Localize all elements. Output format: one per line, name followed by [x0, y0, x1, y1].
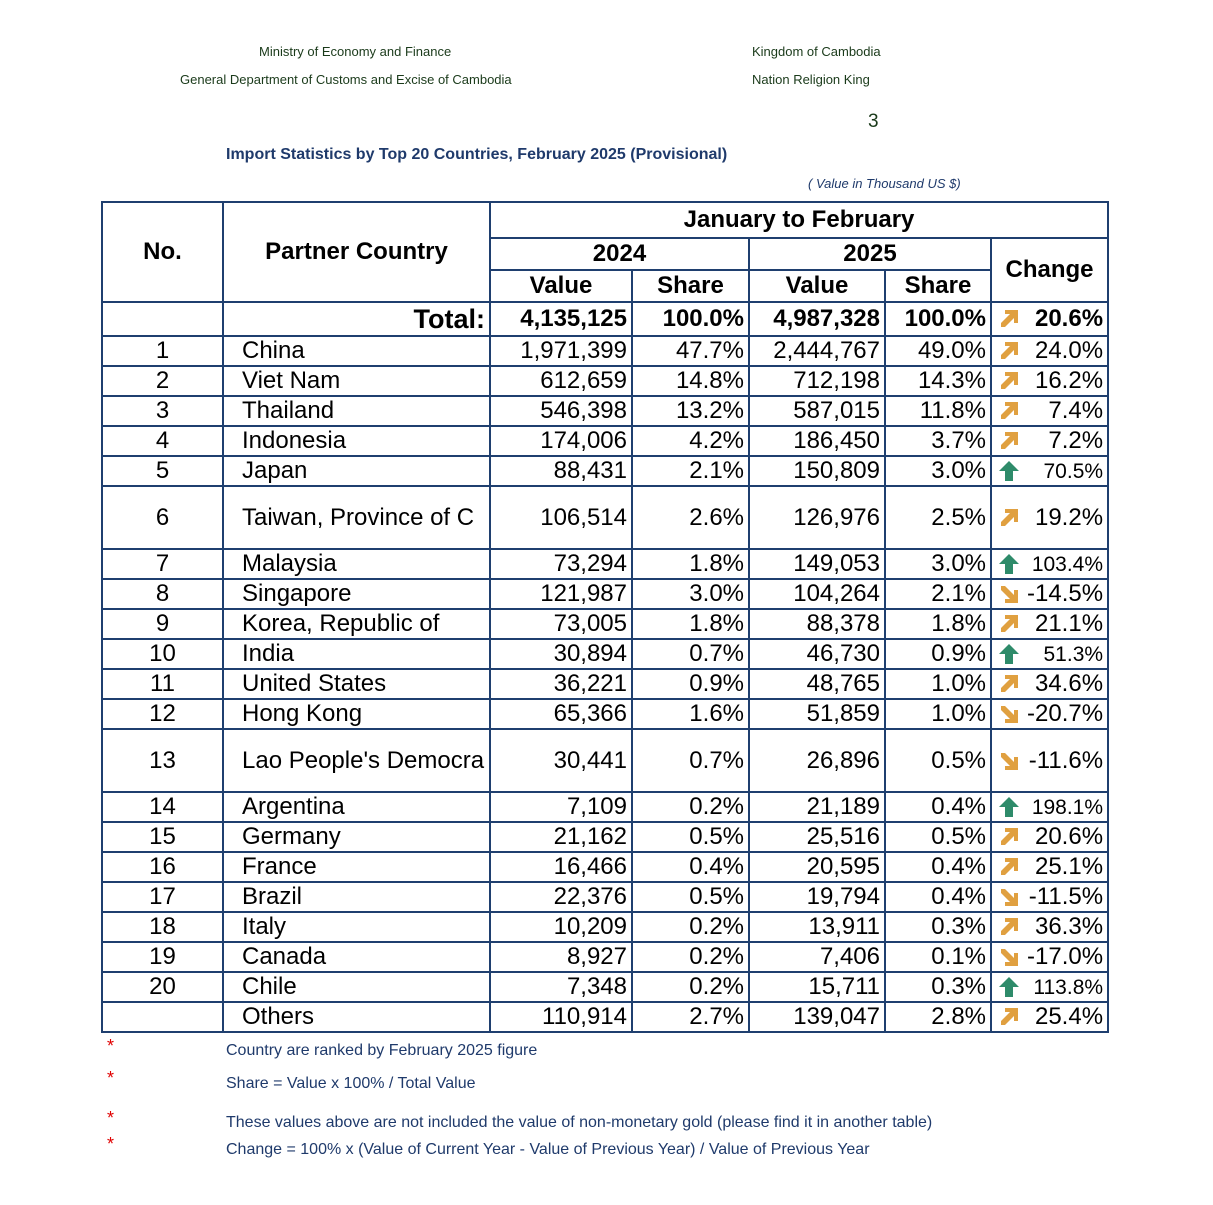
row-share-2024: 0.9%	[632, 669, 749, 699]
row-share-2024: 13.2%	[632, 396, 749, 426]
total-share-2024: 100.0%	[632, 302, 749, 336]
year-header-2025: 2025	[749, 238, 991, 270]
row-change-value: 25.1%	[1034, 853, 1104, 880]
row-country: Chile	[223, 972, 490, 1002]
up-arrow-icon	[998, 430, 1020, 452]
row-country: Brazil	[223, 882, 490, 912]
row-value-2024: 7,109	[490, 792, 632, 822]
row-share-2024: 0.2%	[632, 972, 749, 1002]
up-arrow-icon	[998, 673, 1020, 695]
table-row	[102, 639, 1108, 669]
row-country: Hong Kong	[223, 699, 490, 729]
row-number: 4	[102, 426, 223, 456]
row-share-2025: 0.5%	[885, 822, 991, 852]
up-arrow-icon	[998, 507, 1020, 529]
row-number	[102, 1002, 223, 1032]
column-header-value-2025: Value	[749, 270, 885, 302]
row-value-2025: 25,516	[749, 822, 885, 852]
up-arrow-icon	[998, 826, 1020, 848]
row-change	[991, 942, 1108, 972]
note-share: Share = Value x 100% / Total Value	[226, 1075, 476, 1092]
row-change	[991, 822, 1108, 852]
row-country: Korea, Republic of	[223, 609, 490, 639]
row-value-2025: 48,765	[749, 669, 885, 699]
row-share-2025: 49.0%	[885, 336, 991, 366]
row-number: 17	[102, 882, 223, 912]
column-header-share-2025: Share	[885, 270, 991, 302]
row-share-2024: 0.7%	[632, 729, 749, 792]
row-country: Italy	[223, 912, 490, 942]
row-share-2025: 0.5%	[885, 729, 991, 792]
row-value-2025: 88,378	[749, 609, 885, 639]
year-header-2024: 2024	[490, 238, 749, 270]
row-number: 2	[102, 366, 223, 396]
row-number: 19	[102, 942, 223, 972]
row-value-2024: 30,441	[490, 729, 632, 792]
row-country: Thailand	[223, 396, 490, 426]
row-value-2024: 22,376	[490, 882, 632, 912]
row-change-value: 19.2%	[1034, 503, 1104, 531]
row-share-2024: 0.2%	[632, 942, 749, 972]
table-row	[102, 729, 1108, 792]
row-change	[991, 972, 1108, 1002]
total-label: Total:	[223, 302, 490, 336]
row-value-2024: 110,914	[490, 1002, 632, 1032]
kingdom-name: Kingdom of Cambodia	[752, 44, 881, 59]
column-header-change: Change	[991, 238, 1108, 302]
row-number: 5	[102, 456, 223, 486]
row-change	[991, 579, 1108, 609]
row-country: Argentina	[223, 792, 490, 822]
row-change	[991, 669, 1108, 699]
note-star: *	[107, 1068, 115, 1088]
row-number: 9	[102, 609, 223, 639]
row-change	[991, 882, 1108, 912]
row-share-2024: 1.6%	[632, 699, 749, 729]
report-title: Import Statistics by Top 20 Countries, February 2025 (Provisional)	[226, 146, 728, 163]
total-value-2025: 4,987,328	[749, 302, 885, 336]
total-share-2025: 100.0%	[885, 302, 991, 336]
row-change-value: 20.6%	[1034, 823, 1104, 850]
table-row	[102, 852, 1108, 882]
strong-up-arrow-icon	[998, 460, 1020, 482]
row-change	[991, 549, 1108, 579]
row-share-2024: 0.7%	[632, 639, 749, 669]
table-row	[102, 699, 1108, 729]
column-header-share-2024: Share	[632, 270, 749, 302]
row-value-2025: 21,189	[749, 792, 885, 822]
row-share-2024: 4.2%	[632, 426, 749, 456]
row-share-2025: 1.8%	[885, 609, 991, 639]
row-share-2024: 0.5%	[632, 822, 749, 852]
row-country: Malaysia	[223, 549, 490, 579]
page-number: 3	[868, 111, 879, 132]
row-country: Singapore	[223, 579, 490, 609]
row-value-2025: 150,809	[749, 456, 885, 486]
up-arrow-icon	[998, 916, 1020, 938]
row-change-value: 7.2%	[1048, 427, 1104, 454]
row-country: Indonesia	[223, 426, 490, 456]
row-number: 18	[102, 912, 223, 942]
row-country: United States	[223, 669, 490, 699]
table-row	[102, 792, 1108, 822]
row-value-2024: 88,431	[490, 456, 632, 486]
row-number: 6	[102, 486, 223, 549]
row-country: Others	[223, 1002, 490, 1032]
row-number: 8	[102, 579, 223, 609]
row-change	[991, 336, 1108, 366]
row-value-2025: 46,730	[749, 639, 885, 669]
row-change-value: 25.4%	[1034, 1003, 1104, 1030]
row-change-value: 34.6%	[1034, 670, 1104, 697]
row-share-2025: 0.3%	[885, 912, 991, 942]
national-motto: Nation Religion King	[752, 72, 870, 87]
row-value-2024: 121,987	[490, 579, 632, 609]
table-row	[102, 396, 1108, 426]
row-country: Japan	[223, 456, 490, 486]
row-country: Canada	[223, 942, 490, 972]
table-row	[102, 972, 1108, 1002]
row-share-2025: 3.0%	[885, 549, 991, 579]
row-share-2025: 0.4%	[885, 882, 991, 912]
row-change	[991, 792, 1108, 822]
row-value-2025: 126,976	[749, 486, 885, 549]
row-share-2025: 0.3%	[885, 972, 991, 1002]
row-change-value: -17.0%	[1027, 943, 1104, 970]
row-share-2025: 0.4%	[885, 852, 991, 882]
down-arrow-icon	[998, 750, 1020, 772]
row-number: 3	[102, 396, 223, 426]
up-arrow-icon	[998, 340, 1020, 362]
import-statistics-table	[101, 201, 1109, 1033]
row-value-2024: 8,927	[490, 942, 632, 972]
row-share-2024: 47.7%	[632, 336, 749, 366]
row-value-2025: 20,595	[749, 852, 885, 882]
row-share-2024: 1.8%	[632, 549, 749, 579]
row-number: 16	[102, 852, 223, 882]
note-ranking: Country are ranked by February 2025 figure	[226, 1042, 538, 1059]
row-share-2025: 0.4%	[885, 792, 991, 822]
period-header: January to February	[490, 202, 1108, 238]
row-share-2025: 3.7%	[885, 426, 991, 456]
row-number: 14	[102, 792, 223, 822]
row-value-2024: 30,894	[490, 639, 632, 669]
row-share-2025: 2.1%	[885, 579, 991, 609]
row-value-2025: 26,896	[749, 729, 885, 792]
row-number: 1	[102, 336, 223, 366]
row-change	[991, 609, 1108, 639]
row-share-2024: 0.2%	[632, 792, 749, 822]
row-value-2025: 15,711	[749, 972, 885, 1002]
note-gold: These values above are not included the value of non-monetary gold (please find it in another table)	[226, 1114, 933, 1131]
row-change-value: 36.3%	[1034, 913, 1104, 940]
row-share-2024: 2.6%	[632, 486, 749, 549]
table-row	[102, 1002, 1108, 1032]
table-row	[102, 456, 1108, 486]
row-share-2024: 1.8%	[632, 609, 749, 639]
row-change-value: 7.4%	[1048, 397, 1104, 424]
row-change	[991, 396, 1108, 426]
ministry-name: Ministry of Economy and Finance	[259, 44, 452, 59]
row-share-2025: 11.8%	[885, 396, 991, 426]
row-value-2025: 712,198	[749, 366, 885, 396]
row-value-2025: 149,053	[749, 549, 885, 579]
row-number: 11	[102, 669, 223, 699]
row-change-value: 51.3%	[1043, 643, 1104, 666]
table-row	[102, 942, 1108, 972]
row-value-2025: 104,264	[749, 579, 885, 609]
row-value-2024: 174,006	[490, 426, 632, 456]
strong-up-arrow-icon	[998, 976, 1020, 998]
row-share-2025: 0.9%	[885, 639, 991, 669]
row-change	[991, 456, 1108, 486]
strong-up-arrow-icon	[998, 643, 1020, 665]
down-arrow-icon	[998, 946, 1020, 968]
table-row	[102, 822, 1108, 852]
row-value-2024: 73,294	[490, 549, 632, 579]
row-share-2024: 0.2%	[632, 912, 749, 942]
table-row	[102, 366, 1108, 396]
row-share-2024: 14.8%	[632, 366, 749, 396]
strong-up-arrow-icon	[998, 796, 1020, 818]
row-value-2025: 587,015	[749, 396, 885, 426]
row-value-2024: 106,514	[490, 486, 632, 549]
row-share-2025: 2.5%	[885, 486, 991, 549]
row-share-2025: 0.1%	[885, 942, 991, 972]
row-value-2024: 21,162	[490, 822, 632, 852]
column-header-no: No.	[102, 202, 223, 302]
row-share-2024: 0.4%	[632, 852, 749, 882]
table-row	[102, 579, 1108, 609]
row-value-2025: 2,444,767	[749, 336, 885, 366]
row-country: Lao People's Democra	[223, 729, 490, 792]
up-arrow-icon	[998, 370, 1020, 392]
row-number: 12	[102, 699, 223, 729]
row-change	[991, 639, 1108, 669]
row-value-2024: 16,466	[490, 852, 632, 882]
row-share-2024: 3.0%	[632, 579, 749, 609]
row-number: 13	[102, 729, 223, 792]
note-change: Change = 100% x (Value of Current Year - Value of Previous Year) / Value of Previous Year	[226, 1141, 870, 1158]
row-country: Viet Nam	[223, 366, 490, 396]
table-row	[102, 549, 1108, 579]
row-change	[991, 1002, 1108, 1032]
total-change-value: 20.6%	[1034, 305, 1104, 332]
row-share-2025: 2.8%	[885, 1002, 991, 1032]
up-arrow-icon	[998, 1006, 1020, 1028]
row-change-value: -20.7%	[1027, 700, 1104, 727]
row-share-2025: 3.0%	[885, 456, 991, 486]
row-value-2025: 51,859	[749, 699, 885, 729]
row-country: Taiwan, Province of C	[223, 486, 490, 549]
table-row	[102, 609, 1108, 639]
row-country: China	[223, 336, 490, 366]
row-change	[991, 912, 1108, 942]
up-arrow-icon	[998, 400, 1020, 422]
table-row	[102, 426, 1108, 456]
row-value-2024: 36,221	[490, 669, 632, 699]
row-value-2025: 7,406	[749, 942, 885, 972]
row-value-2025: 13,911	[749, 912, 885, 942]
row-change	[991, 486, 1108, 549]
row-change	[991, 699, 1108, 729]
row-number: 7	[102, 549, 223, 579]
table-row	[102, 882, 1108, 912]
row-number: 10	[102, 639, 223, 669]
up-arrow-icon	[998, 856, 1020, 878]
row-share-2024: 2.7%	[632, 1002, 749, 1032]
row-change-value: -11.5%	[1028, 883, 1104, 910]
table-row	[102, 669, 1108, 699]
row-value-2024: 612,659	[490, 366, 632, 396]
row-change	[991, 852, 1108, 882]
total-change	[991, 302, 1108, 336]
row-value-2024: 1,971,399	[490, 336, 632, 366]
row-change-value: 16.2%	[1034, 367, 1104, 394]
row-value-2024: 546,398	[490, 396, 632, 426]
row-country: France	[223, 852, 490, 882]
unit-note: ( Value in Thousand US $)	[808, 176, 961, 191]
row-change-value: -14.5%	[1027, 580, 1104, 607]
down-arrow-icon	[998, 703, 1020, 725]
department-name: General Department of Customs and Excise of Cambodia	[180, 72, 512, 87]
row-number: 15	[102, 822, 223, 852]
row-change-value: -11.6%	[1028, 746, 1104, 774]
row-change-value: 70.5%	[1043, 460, 1104, 483]
row-number: 20	[102, 972, 223, 1002]
row-value-2024: 73,005	[490, 609, 632, 639]
table-row	[102, 336, 1108, 366]
row-share-2025: 14.3%	[885, 366, 991, 396]
row-value-2025: 19,794	[749, 882, 885, 912]
row-change-value: 198.1%	[1031, 796, 1104, 819]
row-value-2024: 10,209	[490, 912, 632, 942]
note-star: *	[107, 1134, 115, 1154]
row-value-2025: 186,450	[749, 426, 885, 456]
row-change	[991, 366, 1108, 396]
up-arrow-icon	[998, 613, 1020, 635]
row-change-value: 103.4%	[1031, 553, 1104, 576]
column-header-country: Partner Country	[223, 202, 490, 302]
down-arrow-icon	[998, 583, 1020, 605]
row-share-2025: 1.0%	[885, 699, 991, 729]
total-value-2024: 4,135,125	[490, 302, 632, 336]
total-no-cell	[102, 302, 223, 336]
row-change-value: 24.0%	[1034, 337, 1104, 364]
row-share-2024: 2.1%	[632, 456, 749, 486]
row-country: India	[223, 639, 490, 669]
strong-up-arrow-icon	[998, 553, 1020, 575]
up-arrow-icon	[998, 308, 1020, 330]
row-change	[991, 729, 1108, 792]
note-star: *	[107, 1108, 115, 1128]
row-country: Germany	[223, 822, 490, 852]
table-row	[102, 912, 1108, 942]
note-star: *	[107, 1036, 115, 1056]
row-share-2024: 0.5%	[632, 882, 749, 912]
row-share-2025: 1.0%	[885, 669, 991, 699]
down-arrow-icon	[998, 886, 1020, 908]
row-change	[991, 426, 1108, 456]
table-row	[102, 486, 1108, 549]
total-row	[102, 302, 1108, 336]
row-value-2024: 7,348	[490, 972, 632, 1002]
row-value-2024: 65,366	[490, 699, 632, 729]
row-change-value: 21.1%	[1034, 610, 1104, 637]
column-header-value-2024: Value	[490, 270, 632, 302]
row-value-2025: 139,047	[749, 1002, 885, 1032]
row-change-value: 113.8%	[1033, 976, 1104, 999]
